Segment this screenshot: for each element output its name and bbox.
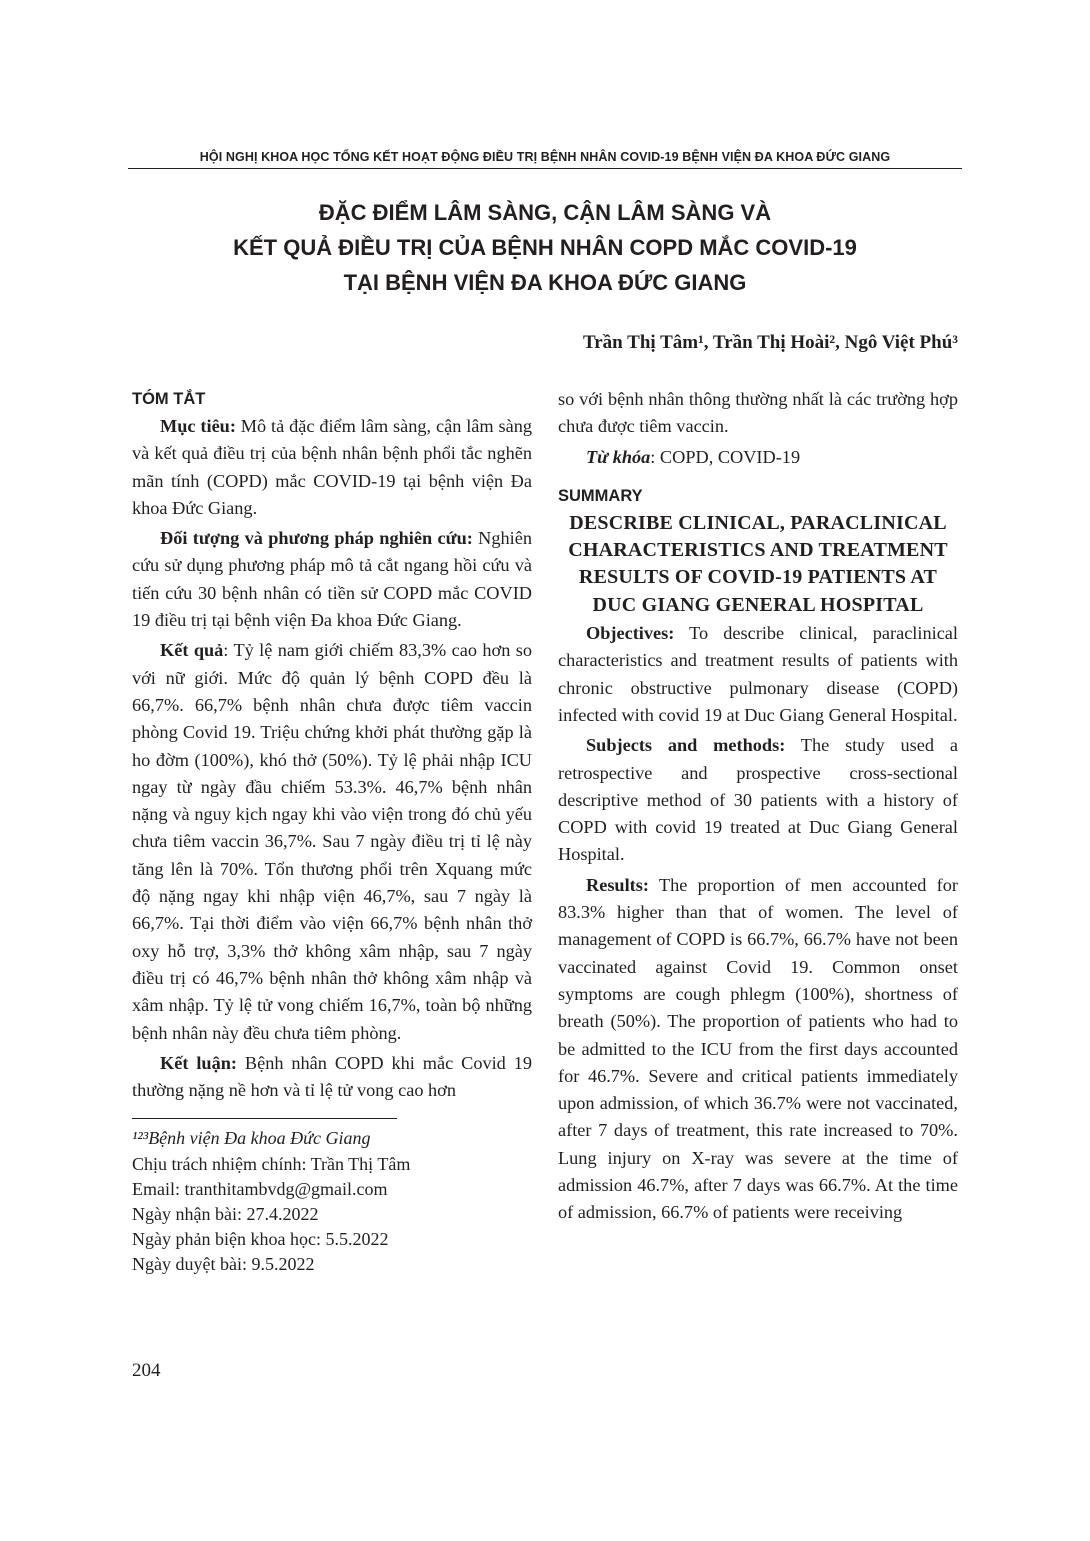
objective-text: Mô tả đặc điểm lâm sàng, cận lâm sàng và kết quả điều trị của bệnh nhân bệnh phổi tắc nghẽn mãn tính (COPD) mắc COVID-19 tại bệnh viện Đa khoa Đức Giang. xyxy=(132,416,532,518)
abstract-results xyxy=(132,637,532,1046)
summary-title: DESCRIBE CLINICAL, PARACLINICAL CHARACTERISTICS AND TREATMENT RESULTS OF COVID-19 PATIENTS AT DUC GIANG GENERAL HOSPITAL xyxy=(568,511,948,616)
summary-methods xyxy=(558,732,958,868)
conclusion-text-part1: Bệnh nhân COPD khi mắc Covid 19 thường nặng nề hơn và tỉ lệ tử vong cao hơn xyxy=(132,1052,533,1101)
keywords-text: : COPD, COVID-19 xyxy=(650,446,801,467)
methods-text: Nghiên cứu sử dụng phương pháp mô tả cắt ngang hồi cứu và tiến cứu 30 bệnh nhân có tiền sử COPD mắc COVID 19 điều trị tại bệnh viện Đa khoa Đức Giang. xyxy=(132,528,532,631)
running-header: HỘI NGHỊ KHOA HỌC TỔNG KẾT HOẠT ĐỘNG ĐIỀU TRỊ BỆNH NHÂN COVID-19 BỆNH VIỆN ĐA KHOA ĐỨC GIANG xyxy=(199,150,891,164)
footnote-email: Email: tranthitambvdg@gmail.com xyxy=(132,1178,388,1199)
footnote-reviewed: Ngày phản biện khoa học: 5.5.2022 xyxy=(132,1229,389,1250)
abstract-conclusion-continued: so với bệnh nhân thông thường nhất là các trường hợp chưa được tiêm vaccin. xyxy=(558,389,958,437)
footnote-corresponding: Chịu trách nhiệm chính: Trần Thị Tâm xyxy=(132,1153,411,1174)
abstract-conclusion xyxy=(132,1050,532,1105)
summary-objectives-text: To describe clinical, paraclinical characteristics and treatment results of patients with chronic obstructive pulmonary disease (COPD) infected with covid 19 at Duc Giang General Hospital. xyxy=(558,623,958,725)
summary-objectives xyxy=(558,620,958,729)
title-line-3: TẠI BỆNH VIỆN ĐA KHOA ĐỨC GIANG xyxy=(343,270,747,295)
header-rule xyxy=(128,168,962,169)
abstract-heading: TÓM TẮT xyxy=(132,390,206,408)
results-text: : Tỷ lệ nam giới chiếm 83,3% cao hơn so với nữ giới. Mức độ quản lý bệnh COPD đều là 66,7%. 66,7% bệnh nhân chưa được tiêm vaccin phòng Covid 19. Triệu chứng khởi phát thường gặp là ho đờm (100%), khó thở (50%). Tỷ lệ phải nhập ICU ngay từ ngày đầu chiếm 53.3%. 46,7% bệnh nhân nặng và nguy kịch ngay khi vào viện trong đó chủ yếu chưa tiêm vaccin 36,7%. Sau 7 ngày điều trị tỉ lệ này tăng lên là 70%. Tổn thương phổi trên Xquang mức độ nặng ngay khi nhập viện 46,7%, sau 7 ngày là 66,7%. Tại thời điểm vào viện 66,7% bệnh nhân thở oxy hỗ trợ, 3,3% thở không xâm nhập, sau 7 ngày điều trị có 46,7% bệnh nhân thở không xâm nhập và xâm nhập. Tỷ lệ tử vong chiếm 16,7%, toàn bộ những bệnh nhân này đều chưa tiêm phòng. xyxy=(132,640,532,1043)
right-column xyxy=(558,386,958,1230)
footnote-affiliation: ¹²³Bệnh viện Đa khoa Đức Giang xyxy=(132,1128,371,1149)
footnote-accepted: Ngày duyệt bài: 9.5.2022 xyxy=(132,1254,315,1275)
summary-objectives-label: Objectives: xyxy=(586,623,675,644)
keywords-label: Từ khóa xyxy=(586,446,651,467)
conclusion-label: Kết luận: xyxy=(160,1052,237,1073)
footnote-rule xyxy=(132,1118,397,1119)
abstract-methods xyxy=(132,525,532,634)
title-line-1: ĐẶC ĐIỂM LÂM SÀNG, CẬN LÂM SÀNG VÀ xyxy=(318,200,772,225)
summary-methods-text: The study used a retrospective and prospective cross-sectional descriptive method of 30 patients with a history of COPD with covid 19 treated at Duc Giang General Hospital. xyxy=(558,735,958,865)
results-label: Kết quả xyxy=(160,640,224,661)
title-line-2: KẾT QUẢ ĐIỀU TRỊ CỦA BỆNH NHÂN COPD MẮC COVID-19 xyxy=(233,235,857,260)
paper-title xyxy=(128,195,962,300)
summary-heading: SUMMARY xyxy=(558,486,643,505)
summary-methods-label: Subjects and methods: xyxy=(586,735,786,756)
abstract-objective xyxy=(132,413,532,522)
summary-results xyxy=(558,872,958,1227)
author-list: Trần Thị Tâm¹, Trần Thị Hoài², Ngô Việt Phú³ xyxy=(582,332,958,353)
keywords xyxy=(558,444,958,471)
footnote-received: Ngày nhận bài: 27.4.2022 xyxy=(132,1204,319,1225)
footnote xyxy=(132,1126,532,1277)
page-number: 204 xyxy=(132,1360,161,1381)
summary-results-text: The proportion of men accounted for 83.3% higher than that of women. The level of management of COPD is 66.7%, 66.7% have not been vaccinated against Covid 19. Common onset symptoms are cough phlegm (100%), shortness of breath (50%). The proportion of patients who had to be admitted to the ICU from the first days accounted for 46.7%. Severe and critical patients immediately upon admission, of which 36.7% were not vaccinated, after 7 days of treatment, this rate increased to 70%. Lung injury on X-ray was severe at the time of admission 46.7%, after 7 days was 66.7%. At the time of admission, 66.7% of patients were receiving xyxy=(558,874,958,1223)
objective-label: Mục tiêu: xyxy=(160,416,236,436)
left-column xyxy=(132,386,532,1278)
summary-results-label: Results: xyxy=(586,874,649,895)
methods-label: Đối tượng và phương pháp nghiên cứu: xyxy=(160,528,473,549)
